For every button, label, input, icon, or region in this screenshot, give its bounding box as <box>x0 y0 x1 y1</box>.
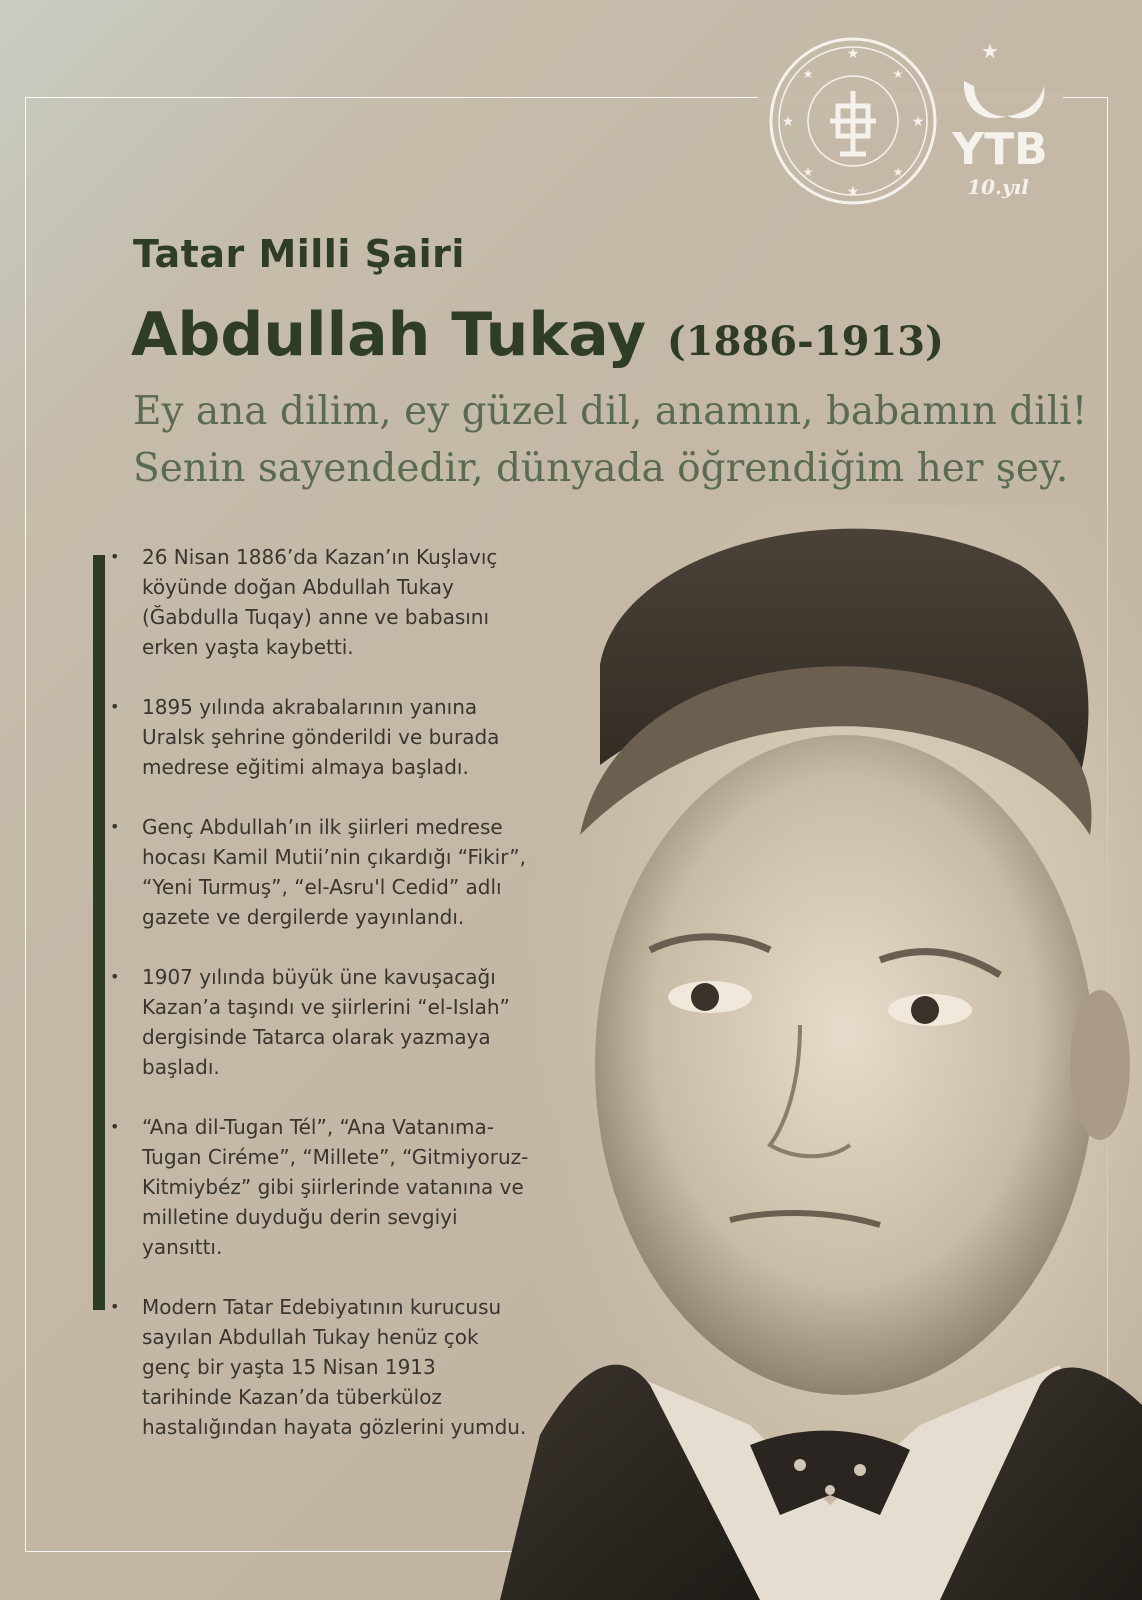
page-title <box>131 300 944 370</box>
svg-text:★: ★ <box>911 114 925 130</box>
poet-name: Abdullah Tukay <box>131 300 646 370</box>
ytb-logo <box>952 36 1062 206</box>
svg-text:10.yıl: 10.yıl <box>967 175 1029 199</box>
svg-text:★: ★ <box>981 39 999 63</box>
quote-line-2: Senin sayendedir, dünyada öğrendiğim her şey. <box>133 446 1069 491</box>
list-item: • 1895 yılında akrabalarının yanına Uralsk şehrine gönderildi ve burada medrese eğitimi almaya başladı. <box>110 692 530 782</box>
svg-text:★: ★ <box>846 46 860 62</box>
svg-text:★: ★ <box>846 184 860 200</box>
svg-text:★: ★ <box>892 67 904 81</box>
bullet-icon: • <box>110 697 120 716</box>
bio-list <box>110 542 530 1472</box>
accent-bar <box>93 555 105 1310</box>
bullet-icon: • <box>110 967 120 986</box>
list-item: • Genç Abdullah’ın ilk şiirleri medrese hocası Kamil Mutii’nin çıkardığı “Fikir”, “Yeni Turmuş”, “el-Asru'l Cedid” adlı gazete ve dergilerde yayınlandı. <box>110 812 530 932</box>
list-item: • 26 Nisan 1886’da Kazan’ın Kuşlavıç köyünde doğan Abdullah Tukay (Ğabdulla Tuqay) anne ve babasını erken yaşta kaybetti. <box>110 542 530 662</box>
poet-years: (1886-1913) <box>666 318 944 365</box>
svg-text:★: ★ <box>781 114 795 130</box>
quote-line-1: Ey ana dilim, ey güzel dil, anamın, babamın dili! <box>133 389 1088 434</box>
subtitle: Tatar Milli Şairi <box>133 232 465 276</box>
list-item: • 1907 yılında büyük üne kavuşacağı Kazan’a taşındı ve şiirlerini “el-Islah” dergisinde Tatarca olarak yazmaya başladı. <box>110 962 530 1082</box>
portrait-photo <box>500 505 1142 1600</box>
bullet-icon: • <box>110 1117 120 1136</box>
svg-text:★: ★ <box>802 67 814 81</box>
bullet-icon: • <box>110 817 120 836</box>
poem-quote <box>133 383 1113 497</box>
bullet-icon: • <box>110 547 120 566</box>
ministry-logo <box>768 36 938 206</box>
svg-text:YTB: YTB <box>952 124 1048 175</box>
bullet-icon: • <box>110 1297 120 1316</box>
svg-text:★: ★ <box>892 165 904 179</box>
list-item: • “Ana dil-Tugan Tél”, “Ana Vatanıma-Tugan Ciréme”, “Millete”, “Gitmiyoruz-Kitmiybéz” gibi şiirlerinde vatanına ve milletine duyduğu derin sevgiyi yansıttı. <box>110 1112 530 1262</box>
list-item: • Modern Tatar Edebiyatının kurucusu sayılan Abdullah Tukay henüz çok genç bir yaşta 15 Nisan 1913 tarihinde Kazan’da tüberküloz hastalığından hayata gözlerini yumdu. <box>110 1292 530 1442</box>
svg-text:★: ★ <box>802 165 814 179</box>
